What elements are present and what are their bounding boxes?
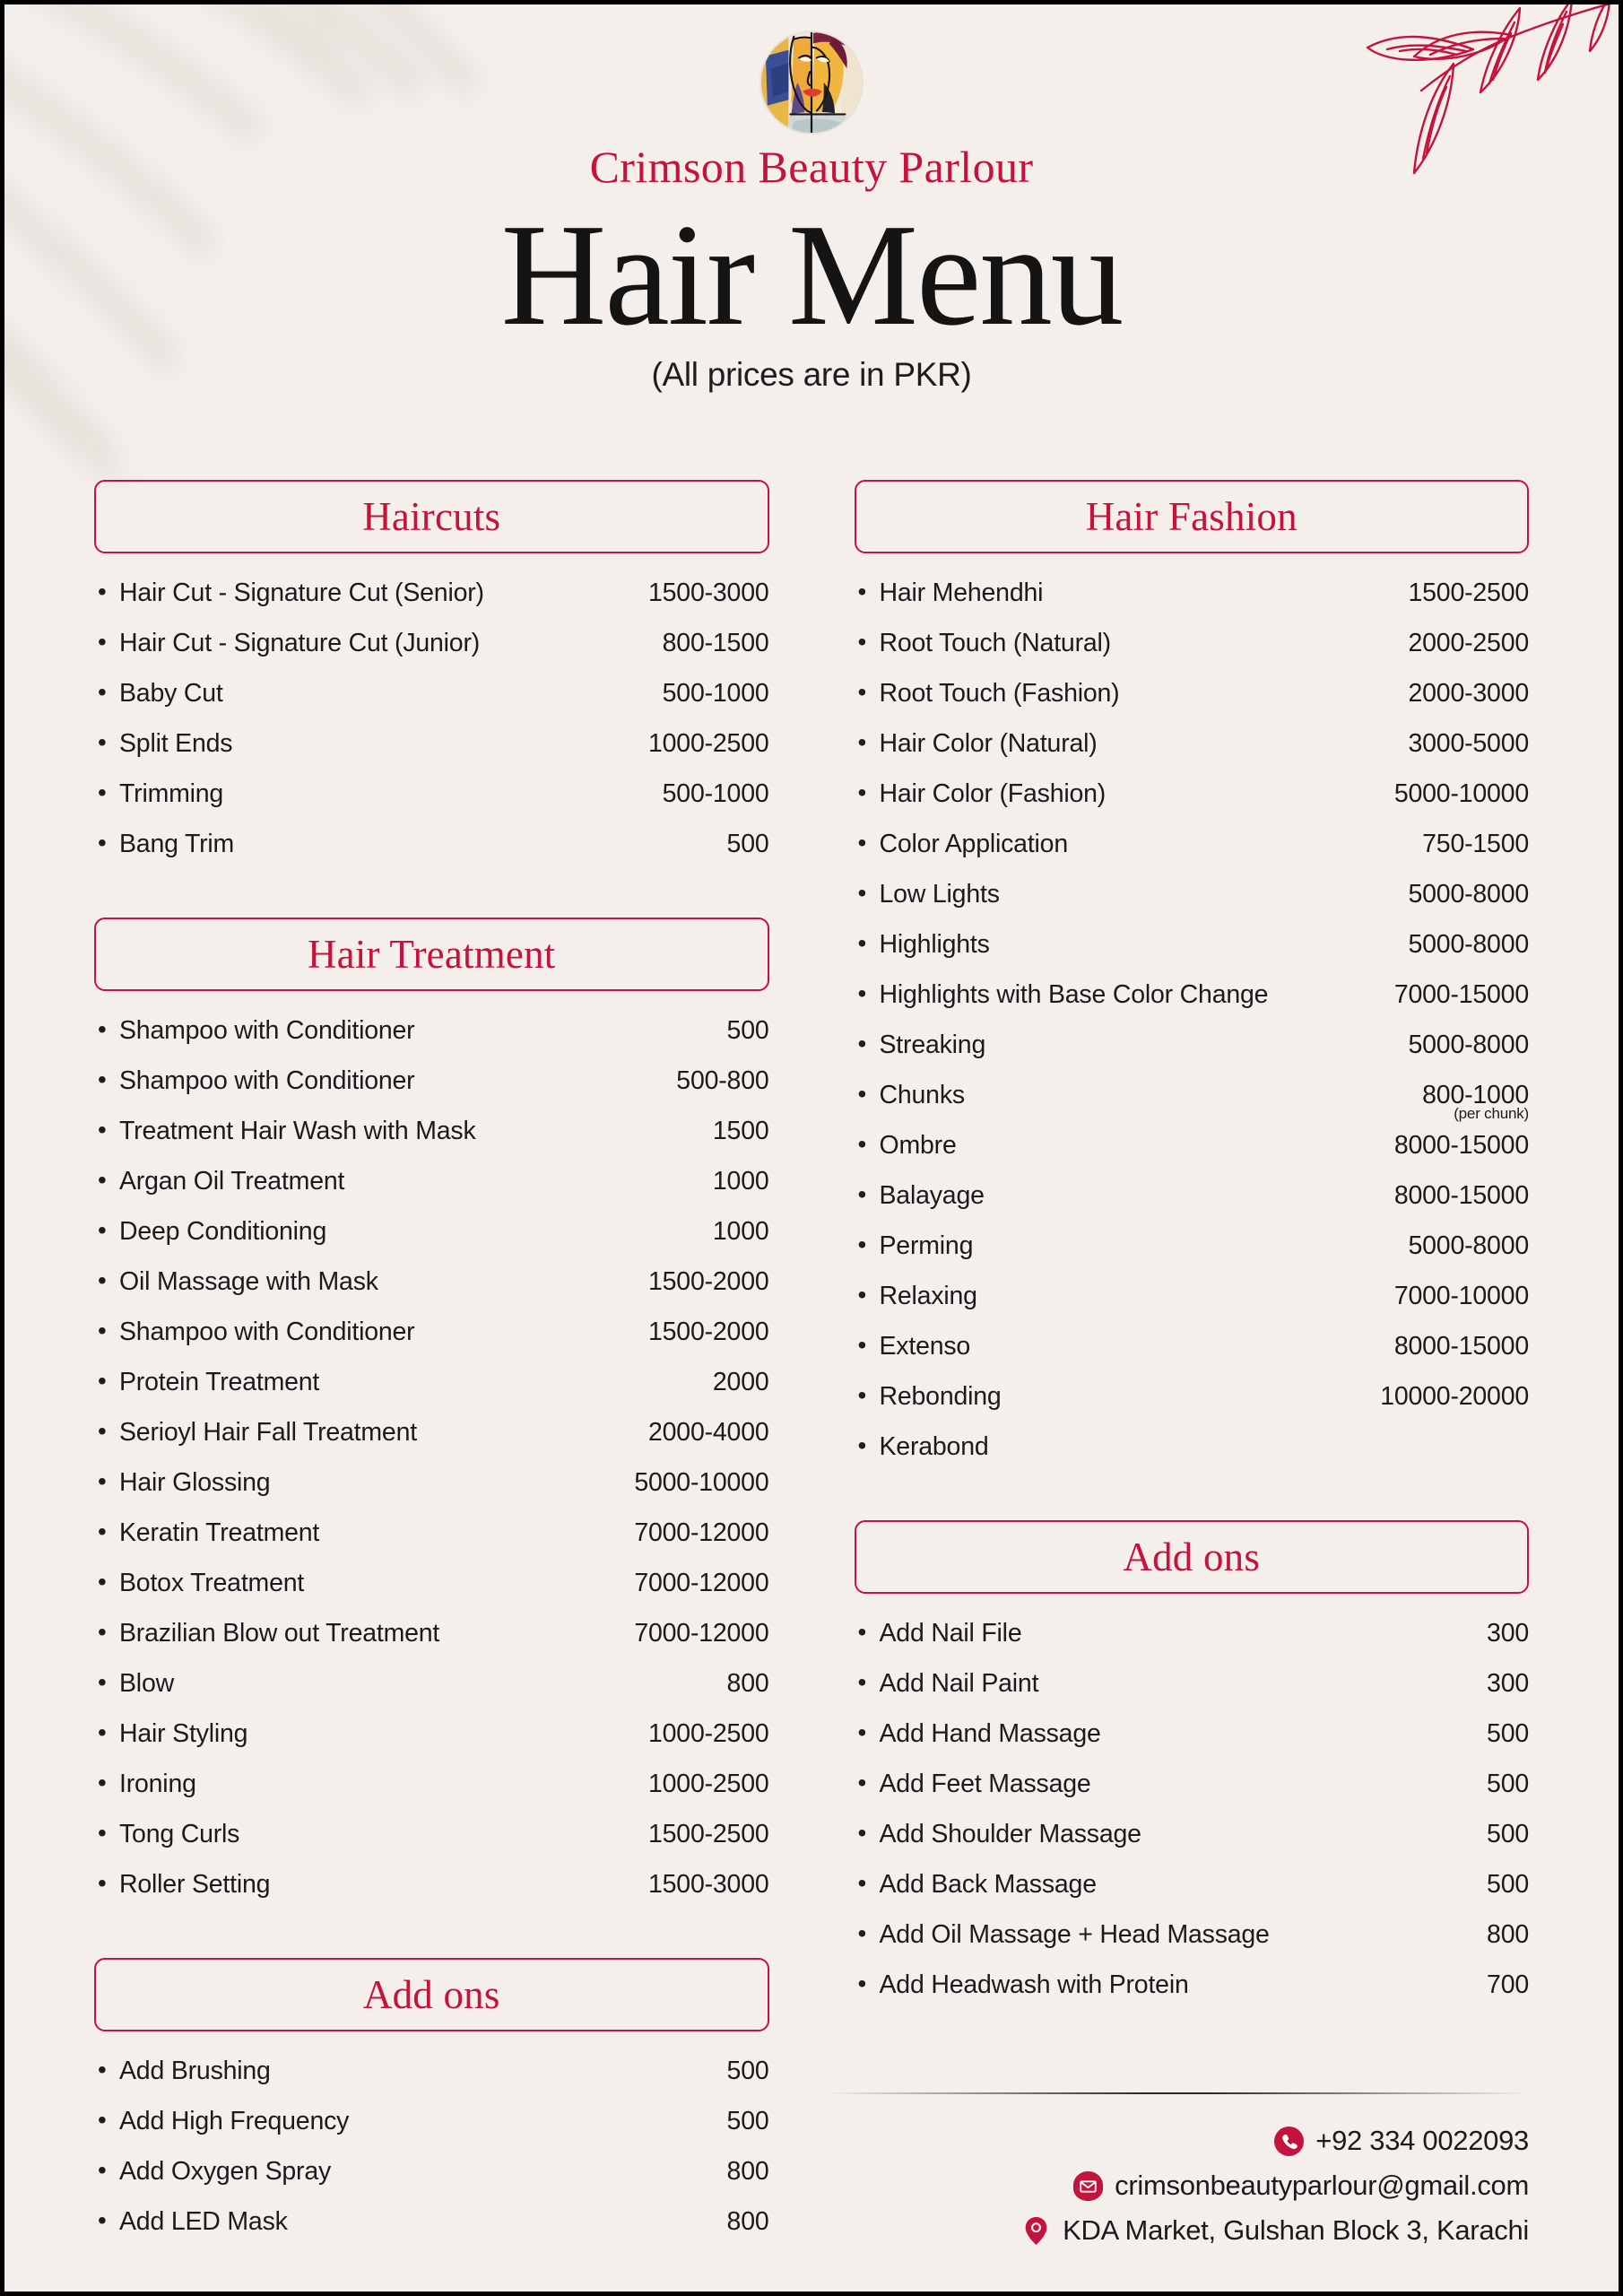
service-item — [94, 1619, 769, 1669]
service-name: • Split Ends — [119, 729, 233, 758]
service-name: • Highlights — [879, 930, 990, 959]
service-item — [94, 578, 769, 629]
section-header-box — [94, 480, 769, 553]
service-name: • Add Nail Paint — [879, 1669, 1039, 1698]
service-price-group — [1409, 930, 1530, 960]
service-price-group — [648, 1770, 769, 1799]
section-title: Haircuts — [362, 494, 501, 539]
service-price-group — [1487, 1870, 1529, 1900]
service-item — [94, 1267, 769, 1318]
service-price-group — [1394, 1332, 1529, 1361]
service-price: 500-800 — [676, 1066, 769, 1095]
service-price-group — [648, 1418, 769, 1448]
service-price: 500-1000 — [662, 679, 769, 708]
section-header-box — [855, 480, 1530, 553]
service-list — [94, 1016, 769, 1920]
service-price-group — [634, 1619, 768, 1648]
service-name: • Hair Cut - Signature Cut (Junior) — [119, 629, 481, 657]
service-name: • Add Oil Massage + Head Massage — [879, 1920, 1270, 1949]
contact-footer — [825, 2092, 1529, 2259]
service-name: • Ombre — [879, 1131, 957, 1160]
service-name: • Baby Cut — [119, 679, 223, 708]
service-price-group — [1380, 1382, 1529, 1412]
service-item — [94, 1468, 769, 1518]
service-item — [855, 779, 1530, 830]
service-item — [855, 1382, 1530, 1432]
service-name: • Trimming — [119, 779, 224, 808]
service-price-group — [1409, 729, 1530, 759]
service-list — [855, 578, 1530, 1483]
service-list — [94, 578, 769, 880]
service-name: • Bang Trim — [119, 830, 235, 858]
service-item — [855, 830, 1530, 880]
service-name: • Shampoo with Conditioner — [119, 1066, 415, 1095]
service-name: • Keratin Treatment — [119, 1518, 320, 1547]
service-price: 500-1000 — [662, 779, 769, 808]
phone-icon — [1274, 2126, 1304, 2156]
service-item — [94, 1669, 769, 1719]
service-price-group — [1487, 1920, 1529, 1950]
service-item — [94, 1719, 769, 1770]
price-currency-note: (All prices are in PKR) — [651, 355, 972, 393]
service-name: • Add Back Massage — [879, 1870, 1097, 1899]
section-header-box — [855, 1520, 1530, 1594]
service-price-group — [648, 1820, 769, 1849]
service-name: • Hair Cut - Signature Cut (Senior) — [119, 578, 484, 607]
section-title: Add ons — [362, 1972, 500, 2017]
service-price: 5000-10000 — [1393, 779, 1529, 808]
service-item — [855, 1131, 1530, 1181]
service-item — [94, 1820, 769, 1870]
service-price-group — [1409, 1231, 1530, 1261]
service-item — [855, 1619, 1530, 1669]
service-price: 1500-3000 — [648, 1870, 769, 1899]
section-title: Add ons — [1123, 1535, 1261, 1579]
service-price-group — [663, 779, 769, 809]
contact-email-row[interactable] — [825, 2170, 1529, 2202]
service-name: • Color Application — [879, 830, 1068, 858]
service-price: 5000-8000 — [1408, 1231, 1529, 1260]
contact-address-row[interactable] — [825, 2214, 1529, 2247]
service-name: • Add Nail File — [879, 1619, 1022, 1648]
service-name: • Botox Treatment — [119, 1569, 305, 1597]
service-price-group — [1394, 779, 1529, 809]
service-price-group — [1409, 880, 1530, 909]
service-name: • Add High Frequency — [119, 2107, 350, 2135]
service-price: 2000-2500 — [1408, 629, 1529, 657]
service-price-group — [1409, 578, 1530, 608]
service-item — [855, 1970, 1530, 2021]
service-price: 7000-12000 — [634, 1569, 769, 1597]
service-price-note: (per chunk) — [1454, 1105, 1529, 1122]
service-item — [94, 1770, 769, 1820]
service-name: • Tong Curls — [119, 1820, 240, 1848]
left-menu-column — [94, 480, 769, 2265]
service-price: 1500 — [712, 1117, 769, 1145]
service-price-group — [648, 1719, 769, 1749]
service-price: 800 — [726, 2157, 769, 2186]
service-item — [855, 1820, 1530, 1870]
service-price: 800 — [726, 1669, 769, 1698]
service-name: • Rebonding — [879, 1382, 1002, 1411]
service-price: 2000 — [712, 1368, 769, 1396]
service-price-group — [1409, 629, 1530, 658]
service-name: • Hair Mehendhi — [879, 578, 1044, 607]
service-price: 1000-2500 — [648, 1770, 769, 1798]
service-price-group — [648, 729, 769, 759]
service-list — [94, 2057, 769, 2257]
service-item — [855, 578, 1530, 629]
menu-section — [94, 918, 769, 1920]
location-pin-icon — [1021, 2216, 1051, 2246]
service-list — [855, 1619, 1530, 2021]
section-title: Hair Treatment — [307, 932, 556, 977]
service-price-group — [1394, 1131, 1529, 1161]
service-item — [94, 1117, 769, 1167]
service-price: 1500-2500 — [648, 1820, 769, 1848]
service-price: 5000-8000 — [1408, 880, 1529, 909]
service-name: • Add Hand Massage — [879, 1719, 1101, 1748]
section-header-box — [94, 918, 769, 991]
section-header-box — [94, 1958, 769, 2031]
service-price-group — [727, 1016, 769, 1046]
service-price-group — [1487, 1719, 1529, 1749]
service-price: 1000 — [712, 1217, 769, 1246]
service-price-group — [1394, 980, 1529, 1010]
service-price: 1500-2000 — [648, 1318, 769, 1346]
service-price: 5000-8000 — [1408, 930, 1529, 959]
service-name: • Hair Glossing — [119, 1468, 271, 1497]
service-price: 1000-2500 — [648, 729, 769, 758]
service-item — [94, 1217, 769, 1267]
section-gap — [94, 1927, 769, 1958]
service-item — [855, 1231, 1530, 1282]
service-price: 7000-10000 — [1393, 1282, 1529, 1310]
service-item — [94, 2107, 769, 2157]
service-price-group — [1394, 1181, 1529, 1211]
service-price: 700 — [1487, 1970, 1529, 1999]
service-name: • Balayage — [879, 1181, 985, 1210]
service-price-group — [648, 1267, 769, 1297]
service-name: • Root Touch (Natural) — [879, 629, 1111, 657]
service-price: 8000-15000 — [1393, 1131, 1529, 1160]
service-item — [94, 629, 769, 679]
service-name: • Highlights with Base Color Change — [879, 980, 1269, 1009]
service-price: 1500-2500 — [1408, 578, 1529, 607]
service-name: • Perming — [879, 1231, 974, 1260]
service-item — [855, 1282, 1530, 1332]
service-price: 500 — [726, 830, 769, 858]
section-gap — [855, 1490, 1530, 1520]
service-price-group — [713, 1167, 769, 1196]
service-price-group — [634, 1518, 768, 1548]
service-price-group — [648, 1870, 769, 1900]
service-item — [855, 1870, 1530, 1920]
service-name: • Oil Massage with Mask — [119, 1267, 378, 1296]
service-price-group — [727, 1669, 769, 1699]
service-price: 7000-15000 — [1393, 980, 1529, 1009]
service-name: • Shampoo with Conditioner — [119, 1016, 415, 1045]
service-price-group — [1394, 1282, 1529, 1311]
service-price: 1500-2000 — [648, 1267, 769, 1296]
service-price-group — [1487, 1820, 1529, 1849]
service-item — [855, 930, 1530, 980]
service-item — [94, 779, 769, 830]
service-price-group — [648, 1318, 769, 1347]
service-price: 3000-5000 — [1408, 729, 1529, 758]
service-item — [94, 1318, 769, 1368]
service-price-group — [1409, 679, 1530, 709]
service-price: 800-1500 — [662, 629, 769, 657]
service-name: • Blow — [119, 1669, 174, 1698]
service-price-group — [727, 830, 769, 859]
service-item — [855, 629, 1530, 679]
service-price: 2000-3000 — [1408, 679, 1529, 708]
service-item — [855, 880, 1530, 930]
service-name: • Kerabond — [879, 1432, 989, 1461]
service-price-group — [727, 2207, 769, 2237]
service-price-group — [663, 629, 769, 658]
service-price: 1000 — [712, 1167, 769, 1196]
service-name: • Chunks — [879, 1081, 965, 1109]
service-price: 500 — [726, 2107, 769, 2135]
service-name: • Add Feet Massage — [879, 1770, 1091, 1798]
service-name: • Low Lights — [879, 880, 1000, 909]
service-name: • Deep Conditioning — [119, 1217, 327, 1246]
service-item — [855, 1669, 1530, 1719]
page-title: Hair Menu — [500, 195, 1123, 356]
email-address: crimsonbeautyparlour@gmail.com — [1115, 2170, 1529, 2201]
service-price-group — [634, 1468, 768, 1498]
service-price: 1000-2500 — [648, 1719, 769, 1748]
brand-logo-icon — [759, 30, 864, 135]
service-item — [855, 1031, 1530, 1081]
service-price-group — [713, 1368, 769, 1397]
service-price-group — [727, 2107, 769, 2136]
section-title: Hair Fashion — [1085, 494, 1298, 539]
service-item — [855, 980, 1530, 1031]
service-price-group — [713, 1117, 769, 1146]
service-item — [855, 1719, 1530, 1770]
service-name: • Ironing — [119, 1770, 196, 1798]
service-price: 300 — [1487, 1669, 1529, 1698]
service-name: • Protein Treatment — [119, 1368, 320, 1396]
service-price: 2000-4000 — [648, 1418, 769, 1447]
service-name: • Add Headwash with Protein — [879, 1970, 1189, 1999]
service-price-group — [1422, 830, 1529, 859]
brand-name: Crimson Beauty Parlour — [589, 142, 1034, 192]
service-price: 500 — [726, 1016, 769, 1045]
service-name: • Brazilian Blow out Treatment — [119, 1619, 440, 1648]
service-price-group — [1422, 1081, 1529, 1123]
service-price: 500 — [1487, 1870, 1529, 1899]
service-name: • Relaxing — [879, 1282, 977, 1310]
service-item — [855, 1432, 1530, 1483]
phone-number: +92 334 0022093 — [1315, 2125, 1529, 2156]
service-name: • Hair Color (Natural) — [879, 729, 1098, 758]
service-price-group — [676, 1066, 768, 1096]
service-price-group — [1487, 1970, 1529, 2000]
service-price-group — [634, 1569, 768, 1598]
menu-columns — [4, 480, 1619, 2265]
service-price-group — [1487, 1770, 1529, 1799]
service-item — [855, 729, 1530, 779]
service-item — [94, 1870, 769, 1920]
service-price: 800 — [726, 2207, 769, 2236]
service-price-group — [727, 2157, 769, 2187]
menu-section — [855, 480, 1530, 1483]
service-item — [94, 1016, 769, 1066]
service-item — [94, 2157, 769, 2207]
service-item — [855, 679, 1530, 729]
service-name: • Add Shoulder Massage — [879, 1820, 1141, 1848]
service-name: • Add Oxygen Spray — [119, 2157, 332, 2186]
section-gap — [94, 887, 769, 918]
service-price: 300 — [1487, 1619, 1529, 1648]
service-price: 7000-12000 — [634, 1518, 769, 1547]
service-price-group — [727, 2057, 769, 2086]
service-item — [855, 1920, 1530, 1970]
service-item — [94, 729, 769, 779]
service-price: 800 — [1487, 1920, 1529, 1949]
service-price-group — [663, 679, 769, 709]
service-item — [855, 1181, 1530, 1231]
service-price: 800-1000 — [1422, 1081, 1529, 1109]
service-item — [94, 1518, 769, 1569]
service-item — [94, 1368, 769, 1418]
service-name: • Add Brushing — [119, 2057, 271, 2085]
service-price: 5000-8000 — [1408, 1031, 1529, 1059]
contact-phone-row[interactable] — [825, 2125, 1529, 2157]
service-price: 500 — [1487, 1719, 1529, 1748]
service-price: 8000-15000 — [1393, 1332, 1529, 1361]
service-name: • Serioyl Hair Fall Treatment — [119, 1418, 417, 1447]
service-name: • Add LED Mask — [119, 2207, 288, 2236]
service-item — [94, 830, 769, 880]
service-price: 500 — [1487, 1820, 1529, 1848]
service-price: 750-1500 — [1422, 830, 1529, 858]
service-item — [94, 1569, 769, 1619]
service-item — [94, 1418, 769, 1468]
service-item — [855, 1081, 1530, 1131]
menu-section — [855, 1520, 1530, 2021]
service-price: 10000-20000 — [1380, 1382, 1529, 1411]
service-item — [94, 1066, 769, 1117]
service-name: • Argan Oil Treatment — [119, 1167, 345, 1196]
service-item — [855, 1770, 1530, 1820]
menu-section — [94, 1958, 769, 2257]
address-text: KDA Market, Gulshan Block 3, Karachi — [1063, 2214, 1529, 2246]
service-name: • Treatment Hair Wash with Mask — [119, 1117, 476, 1145]
page-header — [4, 4, 1619, 394]
service-name: • Root Touch (Fashion) — [879, 679, 1120, 708]
service-price: 7000-12000 — [634, 1619, 769, 1648]
service-price: 500 — [726, 2057, 769, 2085]
menu-section — [94, 480, 769, 880]
service-price: 8000-15000 — [1393, 1181, 1529, 1210]
service-item — [94, 1167, 769, 1217]
service-price-group — [1409, 1031, 1530, 1060]
email-icon — [1073, 2171, 1103, 2201]
service-name: • Roller Setting — [119, 1870, 271, 1899]
service-item — [94, 2207, 769, 2257]
service-price-group — [713, 1217, 769, 1247]
service-name: • Hair Color (Fashion) — [879, 779, 1107, 808]
service-price-group — [648, 578, 769, 608]
service-name: • Streaking — [879, 1031, 986, 1059]
service-price: 500 — [1487, 1770, 1529, 1798]
service-price-group — [1487, 1619, 1529, 1648]
right-menu-column — [855, 480, 1530, 2265]
service-price-group — [1487, 1669, 1529, 1699]
footer-divider — [825, 2092, 1529, 2094]
service-item — [855, 1332, 1530, 1382]
service-item — [94, 679, 769, 729]
service-name: • Shampoo with Conditioner — [119, 1318, 415, 1346]
service-item — [94, 2057, 769, 2107]
service-price: 1500-3000 — [648, 578, 769, 607]
service-price: 5000-10000 — [634, 1468, 769, 1497]
service-name: • Extenso — [879, 1332, 971, 1361]
service-name: • Hair Styling — [119, 1719, 248, 1748]
